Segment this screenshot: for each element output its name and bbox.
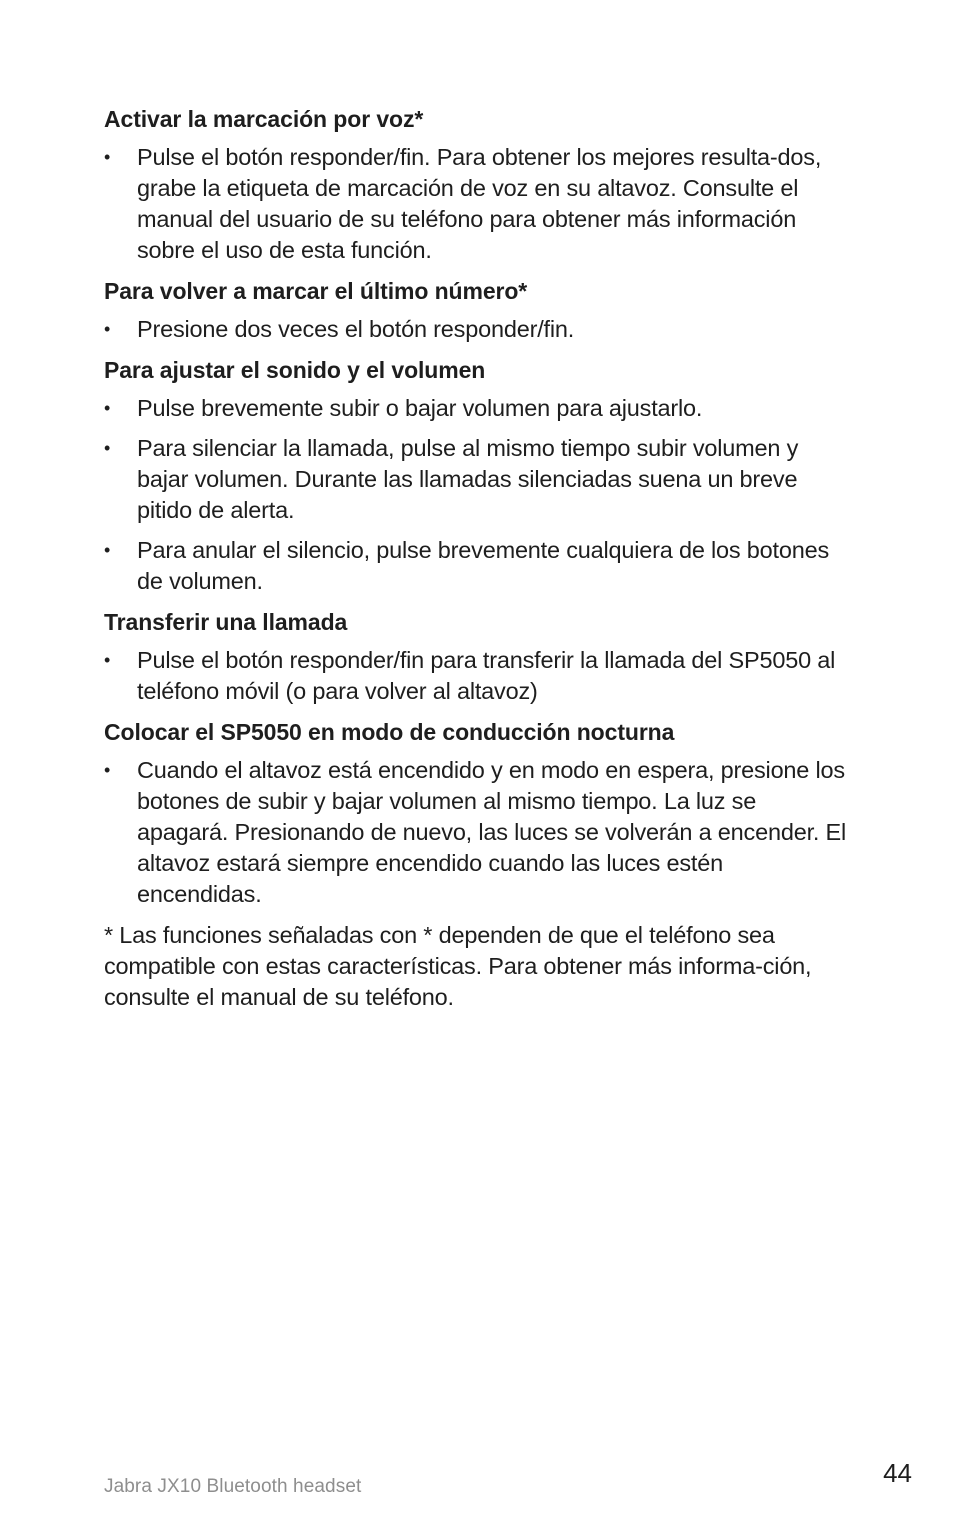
page-content xyxy=(104,104,849,1013)
section-title-transfer-call: Transferir una llamada xyxy=(104,609,348,635)
section-title-volume: Para ajustar el sonido y el volumen xyxy=(104,357,486,383)
list-item xyxy=(104,314,849,345)
bullet-icon: • xyxy=(104,540,111,560)
bullet-text: Para anular el silencio, pulse brevemente cualquiera de los botones de volumen. xyxy=(137,537,830,594)
bullet-icon: • xyxy=(104,398,111,418)
list-item xyxy=(104,433,849,526)
bullet-list-voice-dialing xyxy=(104,142,849,266)
section-title-night-mode: Colocar el SP5050 en modo de conducción nocturna xyxy=(104,719,675,745)
bullet-list-redial xyxy=(104,314,849,345)
section-title-voice-dialing: Activar la marcación por voz* xyxy=(104,106,424,132)
bullet-list-volume xyxy=(104,393,849,597)
list-item xyxy=(104,142,849,266)
bullet-text: Pulse brevemente subir o bajar volumen para ajustarlo. xyxy=(137,395,703,421)
list-item xyxy=(104,393,849,424)
bullet-text: Pulse el botón responder/fin. Para obtener los mejores resulta-dos, grabe la etiqueta de marcación de voz en su altavoz. Consulte el manual del usuario de su teléfono para obtener más información sobre el uso de esta función. xyxy=(137,144,822,263)
bullet-text: Presione dos veces el botón responder/fin. xyxy=(137,316,575,342)
footnote: * Las funciones señaladas con * dependen de que el teléfono sea compatible con estas características. Para obtener más informa-ción, consulte el manual de su teléfono. xyxy=(104,922,812,1010)
bullet-text: Cuando el altavoz está encendido y en modo en espera, presione los botones de subir y bajar volumen al mismo tiempo. La luz se apagará. Presionando de nuevo, las luces se volverán a encender. El altavoz estará siempre encendido cuando las luces estén encendidas. xyxy=(137,757,847,907)
bullet-icon: • xyxy=(104,438,111,458)
list-item xyxy=(104,535,849,597)
section-title-redial: Para volver a marcar el último número* xyxy=(104,278,528,304)
bullet-list-night-mode xyxy=(104,755,849,910)
page-number: 44 xyxy=(883,1458,912,1488)
bullet-icon: • xyxy=(104,319,111,339)
bullet-text: Pulse el botón responder/fin para transferir la llamada del SP5050 al teléfono móvil (o para volver al altavoz) xyxy=(137,647,836,704)
bullet-list-transfer-call xyxy=(104,645,849,707)
list-item xyxy=(104,645,849,707)
bullet-icon: • xyxy=(104,760,111,780)
footer-product-name: Jabra JX10 Bluetooth headset xyxy=(104,1476,362,1497)
list-item xyxy=(104,755,849,910)
bullet-icon: • xyxy=(104,147,111,167)
bullet-text: Para silenciar la llamada, pulse al mismo tiempo subir volumen y bajar volumen. Durante las llamadas silenciadas suena un breve pitido de alerta. xyxy=(137,435,799,523)
bullet-icon: • xyxy=(104,650,111,670)
